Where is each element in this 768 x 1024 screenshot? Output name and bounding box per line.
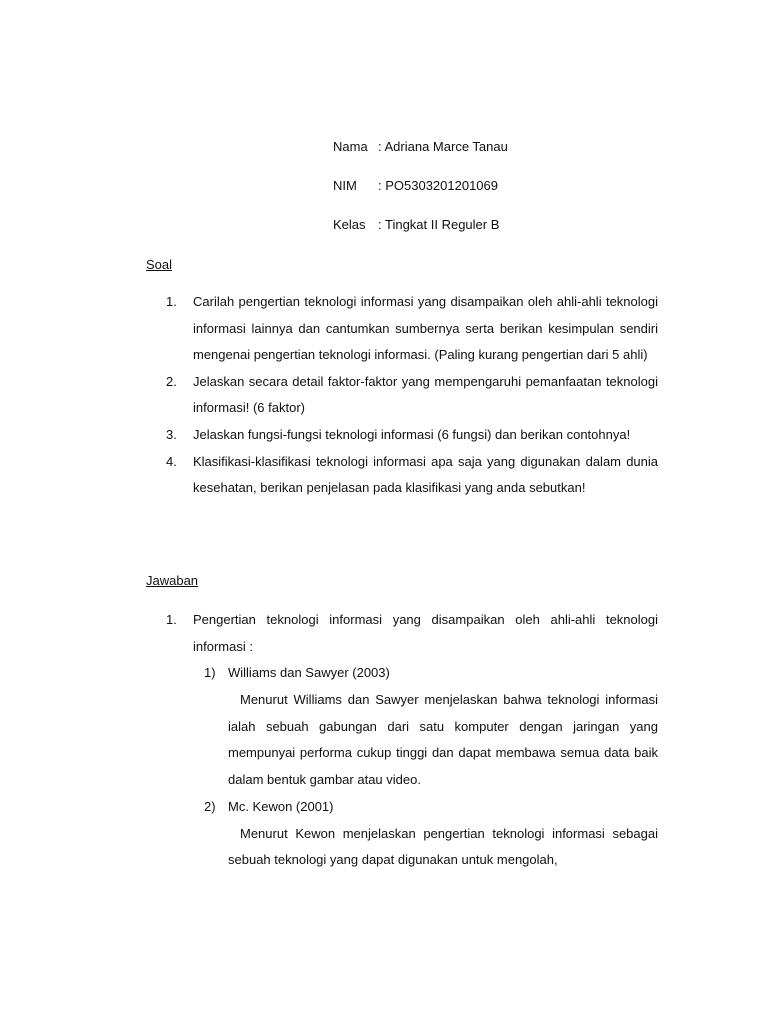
soal-item-text: Jelaskan secara detail faktor-faktor yang mempengaruhi pemanfaatan teknologi informasi! (6 faktor) (193, 373, 658, 416)
name-value: : Adriana Marce Tanau (378, 139, 508, 154)
expert-list (193, 660, 658, 874)
jawaban-item-number: 1. (166, 612, 177, 627)
jawaban-heading: Jawaban (146, 573, 199, 588)
jawaban-list (166, 607, 658, 874)
class-label: Kelas (333, 217, 366, 232)
soal-item-3 (166, 422, 658, 449)
expert-item-williams-sawyer (193, 660, 658, 794)
soal-item-4 (166, 449, 658, 502)
soal-item-number: 1. (166, 294, 177, 309)
soal-item-text: Jelaskan fungsi-fungsi teknologi informasi (6 fungsi) dan berikan contohnya! (193, 426, 631, 442)
name-row (333, 138, 508, 177)
expert-heading: Mc. Kewon (2001) (228, 798, 334, 814)
class-value: : Tingkat II Reguler B (378, 217, 500, 232)
name-label: Nama (333, 139, 368, 154)
jawaban-item-1 (166, 607, 658, 874)
expert-description: Menurut Williams dan Sawyer menjelaskan bahwa teknologi informasi ialah sebuah gabungan dari satu komputer dengan jaringan yang mempunyai performa cukup tinggi dan dapat membawa semua data baik dalam bentuk gambar atau video. (228, 691, 658, 788)
nim-row (333, 177, 508, 216)
soal-list (166, 289, 658, 502)
expert-item-mc-kewon (193, 794, 658, 874)
soal-item-number: 3. (166, 426, 177, 442)
soal-heading: Soal (146, 257, 173, 272)
expert-description: Menurut Kewon menjelaskan pengertian teknologi informasi sebagai sebuah teknologi yang dapat digunakan untuk mengolah, (228, 825, 658, 868)
soal-item-2 (166, 369, 658, 422)
nim-value: : PO5303201201069 (378, 178, 498, 193)
nim-label: NIM (333, 178, 357, 193)
soal-item-1 (166, 289, 658, 369)
soal-item-number: 4. (166, 453, 177, 469)
soal-item-text: Klasifikasi-klasifikasi teknologi informasi apa saja yang digunakan dalam dunia kesehatan, berikan penjelasan pada klasifikasi yang anda sebutkan! (193, 453, 658, 496)
expert-heading: Williams dan Sawyer (2003) (228, 665, 390, 681)
jawaban-item-text: Pengertian teknologi informasi yang disampaikan oleh ahli-ahli teknologi informasi : (193, 612, 658, 654)
expert-number: 1) (204, 665, 216, 681)
soal-item-number: 2. (166, 373, 177, 389)
student-identity (333, 138, 508, 255)
soal-item-text: Carilah pengertian teknologi informasi yang disampaikan oleh ahli-ahli teknologi informasi lainnya dan cantumkan sumbernya serta berikan kesimpulan sendiri mengenai pengertian teknologi informasi. (Paling kurang pengertian dari 5 ahli) (193, 294, 658, 363)
expert-number: 2) (204, 798, 216, 814)
class-row (333, 216, 508, 255)
